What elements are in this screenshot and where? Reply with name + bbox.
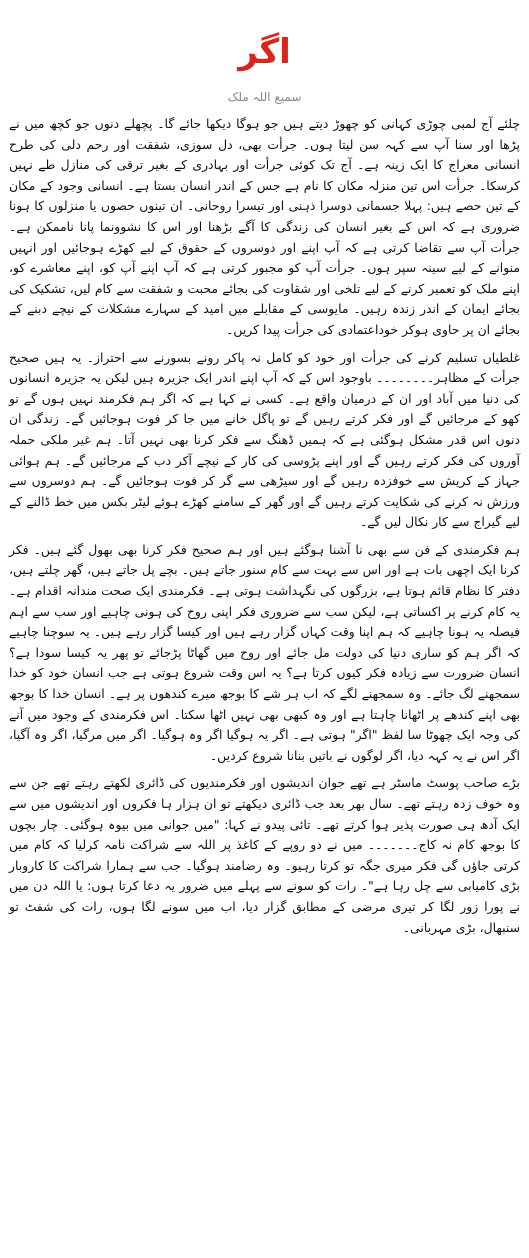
paragraph-3: ہم فکرمندی کے فن سے بھی نا آشنا ہوگئے ہیں اور ہم صحیح فکر کرنا بھی بھول گئے ہیں۔ فکر کرنا ایک اچھی بات ہے اور اس سے بہت سے کام سنور جاتے ہیں۔ بچے پل جاتے ہیں، گھر چلتے ہیں، دفتر کا نظام قائم ہوتا ہے، بزرگوں کی نگہداشت ہوتی ہے۔ فکرمندی ایک صحت مندانہ اقدام ہے۔ یہ کام کرنے پر اکساتی ہے، لیکن سب سے ضروری فکر اپنی روح کی ہونی چاہیے اور سب سے اہم فیصلہ یہ ہونا چاہیے کہ ہم اپنا وقت کہاں گزار رہے ہیں اور کیسا گزار رہے ہیں۔ یہ سوچنا چاہیے کہ اگر ہم کو ساری دنیا کی دولت مل جائے اور روح میں گھاٹا پڑجائے تو پھر یہ کیسا سودا ہے؟ انسان ضرورت سے زیادہ فکر کیوں کرتا ہے؟ یہ اس وقت شروع ہوتی ہے جب انسان خود کو خدا سمجھنے لگ جائے۔ وہ سمجھنے لگے کہ اب ہر شے کا بوجھ میرے کندھوں پر ہے۔ انسان خدا کا بوجھ بھی اپنے کندھے پر اٹھانا چاہتا ہے اور وہ کبھی بھی نہیں اٹھا سکتا۔ اس فکرمندی کے وجود میں آنے کی وجہ ایک چھوٹا سا لفظ "اگر" ہوتی ہے۔ اگر یہ ہوگیا اگر وہ ہوگیا۔ اگر میں مرگیا، اگر وہ آگیا، اگر اس نے یہ کہہ دیا، اگر لوگوں نے باتیں بنانا شروع کردیں۔ xyxy=(9,541,520,763)
paragraph-4: بڑے صاحب پوسٹ ماسٹر ہے تھے جوان اندیشوں اور فکرمندیوں کی ڈائری لکھتے رہتے تھے جن سے وہ خوف زدہ رہتے تھے۔ سال بھر بعد جب ڈائری دیکھتے تو ان ہزار ہا فکروں اور اندیشوں میں سے ایک آدھ ہی صورت پذیر ہوا کرتے تھے۔ تائی پیدو نے کہا: "میں جوانی میں بیوہ ہوگئی۔ چار بچوں کا بوجھ کام نہ کاج۔۔۔۔۔۔۔ میں نے دو روپے کے کاغذ پر اللہ سے شراکت نامہ کرلیا کہ کام میں کرتی جاؤں گی فکر میری جگہ تو کرتا رہیو۔ وہ رضامند ہوگیا۔ جب سے ہمارا شراکت کا کاروبار بڑی کامیابی سے چل رہا ہے"۔ رات کو سونے سے پہلے میں ضرور یہ دعا کرتا ہوں: یا اللہ دن میں نے پورا زور لگا کر تیری مرضی کے مطابق گزار دیا، اب میں سونے لگا ہوں، رات کی شفٹ تو سنبھال، بڑی مہربانی۔ xyxy=(9,775,520,935)
paragraph-2: غلطیاں تسلیم کرنے کی جرأت اور خود کو کامل نہ پاکر رونے بسورنے سے احتراز۔ یہ ہیں صحیح جرأت کے مظاہر۔۔۔۔۔۔۔۔ باوجود اس کے کہ آپ اپنے اندر ایک جزیرہ ہیں لیکن یہ جزیرہ انسانوں کی دنیا میں آباد اور ان کے درمیان واقع ہے۔ کسی نے کہا ہے کہ اگر ہم فکرمند نہیں ہوں گے تو کھو کے مرجائیں گے اور فکر کرتے رہیں گے تو پاگل خانے میں جا کر فوت ہوجائیں گے۔ زندگی ان دنوں اس قدر مشکل ہوگئی ہے کہ ہمیں ڈھنگ سے فکر کرنا بھی نہیں آتا۔ ہم غیر ملکی حملہ آوروں کی فکر کرتے رہیں گے اور اپنے پڑوسی کی کار کے نیچے آکر دب کے مرجائیں گے۔ ہم ہوائی جہاز کے کریش سے خوفزدہ رہیں گے اور سیڑھی سے گر کر فوت ہوجائیں گے۔ ہم دوسروں سے ورزش نہ کرنے کی شکایت کرتے رہیں گے اور گھر کے سامنے کھڑے ہوئے لیٹر بکس میں خط ڈالنے کے لیے گیراج سے کار نکال لیں گے۔ xyxy=(9,349,520,530)
author-name: سمیع اللہ ملک xyxy=(227,90,302,104)
article-body xyxy=(9,114,520,938)
paragraph-1: چلئے آج لمبی چوڑی کہانی کو چھوڑ دیتے ہیں جو ہوگا دیکھا جائے گا۔ پچھلے دنوں جو کچھ میں نے پڑھا اور سنا آپ سے کہہ سن لیتا ہوں۔ جرأت بھی، دل سوزی، شفقت اور رحم دلی کی طرح انسانی معراج کا ایک زینہ ہے۔ آج تک کوئی جرأت اور بہادری کے بغیر ترقی کی منازل طے نہیں کرسکا۔ جرأت اس تین منزلہ مکان کا نام ہے جس کے اندر انسان بستا ہے۔ انسانی وجود کے مکان کے تین حصے ہیں: پہلا جسمانی دوسرا ذہنی اور تیسرا روحانی۔ ان تینوں حصوں یا منزلوں کا ہونا ضروری ہے کہ اس کے بغیر انسان کی زندگی کا آگے بڑھنا اور اس کا نشوونما پانا ناممکن ہے۔ جرأت آپ سے تقاضا کرتی ہے کہ آپ اپنے اور دوسروں کے حقوق کے لیے کھڑے ہوجائیں اور انہیں منوانے کے لیے سینہ سپر ہوں۔ جرأت آپ کو مجبور کرتی ہے کہ آپ اپنے آپ کو، اپنے معاشرے کو، اپنے ملک کو تعمیر کرنے کے لیے تلخی اور شقاوت کی بجائے محبت و شفقت سے کام لیں، تشکیک کی بجائے ایمان کے اندر زندہ رہیں۔ مایوسی کے مقابلے میں امید کے سہارے مشکلات کے نیچے دبنے کے بجائے ان پر حاوی ہوکر خوداعتمادی کی جرأت پیدا کریں۔ xyxy=(9,116,520,337)
article-title: اگر xyxy=(238,32,291,72)
